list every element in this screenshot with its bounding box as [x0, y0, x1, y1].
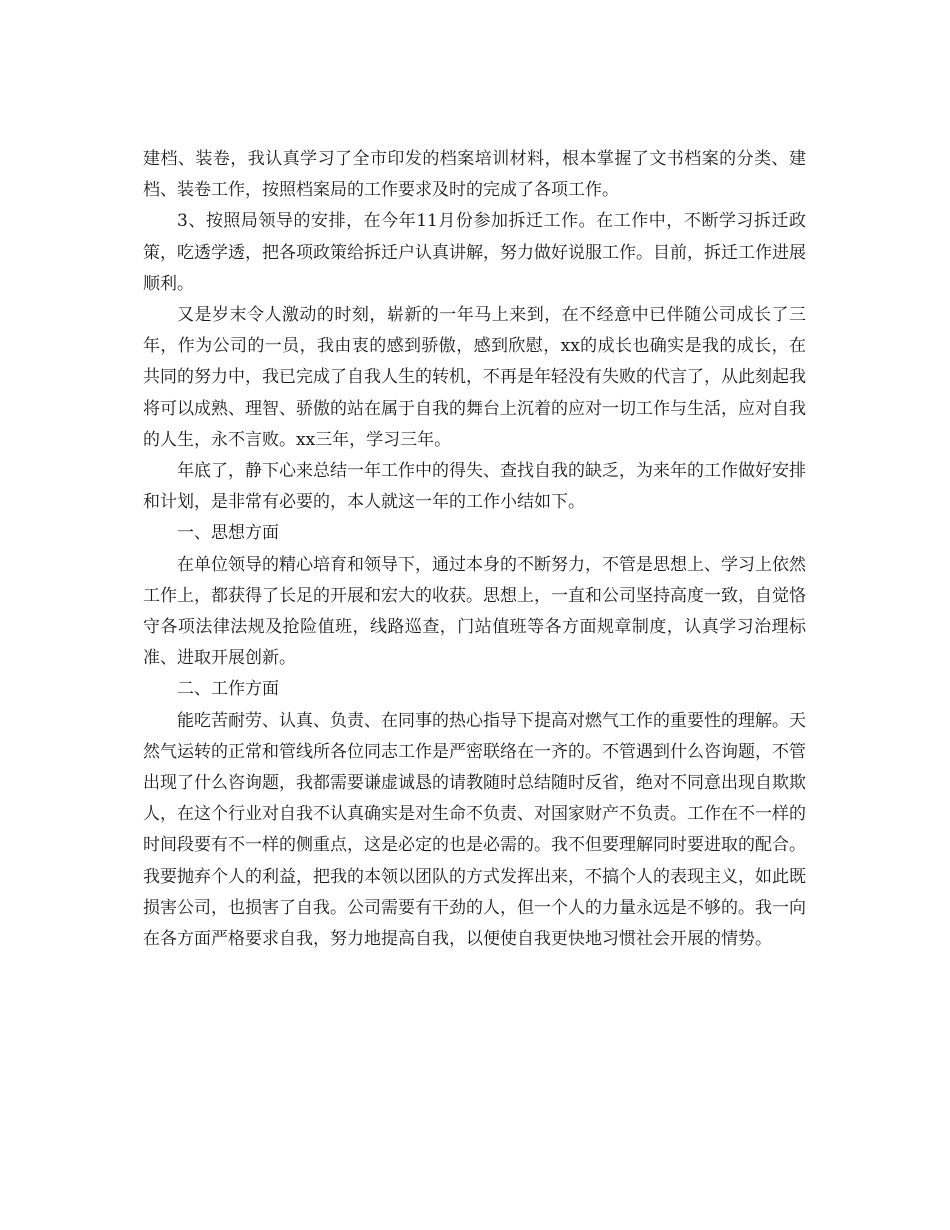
section-heading-ideology: 一、思想方面 — [177, 523, 279, 544]
paragraph-summary-intro: 年底了，静下心来总结一年工作中的得失、查找自我的缺乏，为来年的工作做好安排和计划，是非常有必要的，本人就这一年的工作小结如下。 — [143, 461, 806, 513]
paragraph-work: 能吃苦耐劳、认真、负责、在同事的热心指导下提高对燃气工作的重要性的理解。天然气运转的正常和管线所各位同志工作是严密联络在一齐的。不管遇到什么咨询题，不管出现了什么咨询题，我都需要谦虚诚恳的请教随时总结随时反省，绝对不同意出现自欺欺人，在这个行业对自我不认真确实是对生命不负责、对国家财产不负责。工作在不一样的时间段要有不一样的侧重点，这是必定的也是必需的。我不但要理解同时要进取的配合。我要抛弃个人的利益，把我的本领以团队的方式发挥出来，不搞个人的表现主义，如此既损害公司，也损害了自我。公司需要有干劲的人，但一个人的力量永远是不够的。我一向在各方面严格要求自我，努力地提高自我，以便使自我更快地习惯社会开展的情势。 — [143, 710, 806, 950]
paragraph-ideology: 在单位领导的精心培育和领导下，通过本身的不断努力，不管是思想上、学习上依然工作上，都获得了长足的开展和宏大的收获。思想上，一直和公司坚持高度一致，自觉恪守各项法律法规及抢险值班，线路巡查，门站值班等各方面规章制度，认真学习治理标准、进取开展创新。 — [143, 554, 806, 669]
paragraph-archive-work: 建档、装卷，我认真学习了全市印发的档案培训材料，根本掌握了文书档案的分类、建档、装卷工作，按照档案局的工作要求及时的完成了各项工作。 — [143, 149, 806, 201]
paragraph-demolition-work: 3、按照局领导的安排，在今年11月份参加拆迁工作。在工作中，不断学习拆迁政策，吃透学透，把各项政策给拆迁户认真讲解，努力做好说服工作。目前，拆迁工作进展顺利。 — [143, 211, 806, 294]
section-heading-work: 二、工作方面 — [177, 679, 279, 700]
document-body — [143, 144, 806, 955]
paragraph-year-end-reflection: 又是岁末令人激动的时刻，崭新的一年马上来到，在不经意中已伴随公司成长了三年，作为公司的一员，我由衷的感到骄傲，感到欣慰，xx的成长也确实是我的成长，在共同的努力中，我已完成了自我人生的转机，不再是年轻没有失败的代言了，从此刻起我将可以成熟、理智、骄傲的站在属于自我的舞台上沉着的应对一切工作与生活，应对自我的人生，永不言败。xx三年，学习三年。 — [143, 305, 806, 450]
